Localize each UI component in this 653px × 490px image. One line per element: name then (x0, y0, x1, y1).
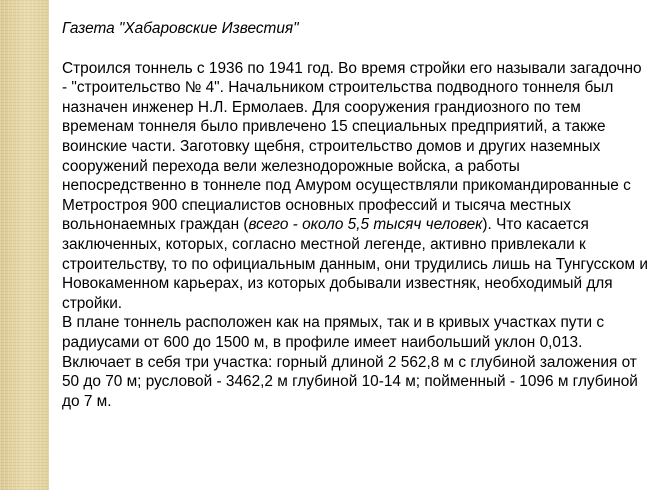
paragraph-1-text-end: ). Что касается заключенных, которых, согласно местной легенде, активно привлекали к строительству, то по официальным данным, они трудились лишь на Тунгусском и Новокаменном карьерах, из которых добывали известняк, необходимый для стройки. (62, 216, 648, 312)
text-block (62, 19, 648, 411)
paragraph-construction-history (62, 59, 648, 314)
paragraph-1-text-start: Строился тоннель с 1936 по 1941 год. Во время стройки его называли загадочно - "строительство № 4". Начальником строительства подводного тоннеля был назначен инженер Н.Л. Ермолаев. Для сооружения грандиозного по тем временам тоннеля было привлечено 15 специальных предприятий, а также воинские части. Заготовку щебня, строительство домов и других наземных сооружений перехода вели железнодорожные войска, а работы непосредственно в тоннеле под Амуром осуществляли прикомандированные с Метростроя 900 специалистов основных профессий и тысяча местных вольнонаемных граждан ( (62, 59, 642, 234)
paragraph-tunnel-layout: В плане тоннель расположен как на прямых, так и в кривых участках пути с радиусами от 600 до 1500 м, в профиле имеет наибольший уклон 0,013. Включает в себя три участка: горный длиной 2 562,8 м с глубиной заложения от 50 до 70 м; русловой - 3462,2 м глубиной 10-14 м; пойменный - 1096 м глубиной до 7 м. (62, 314, 638, 410)
paragraph-1-italic-note: всего - около 5,5 тысяч человек (248, 216, 483, 234)
newspaper-title: Газета "Хабаровские Известия" (62, 20, 299, 37)
decorative-side-stripe (0, 0, 49, 490)
